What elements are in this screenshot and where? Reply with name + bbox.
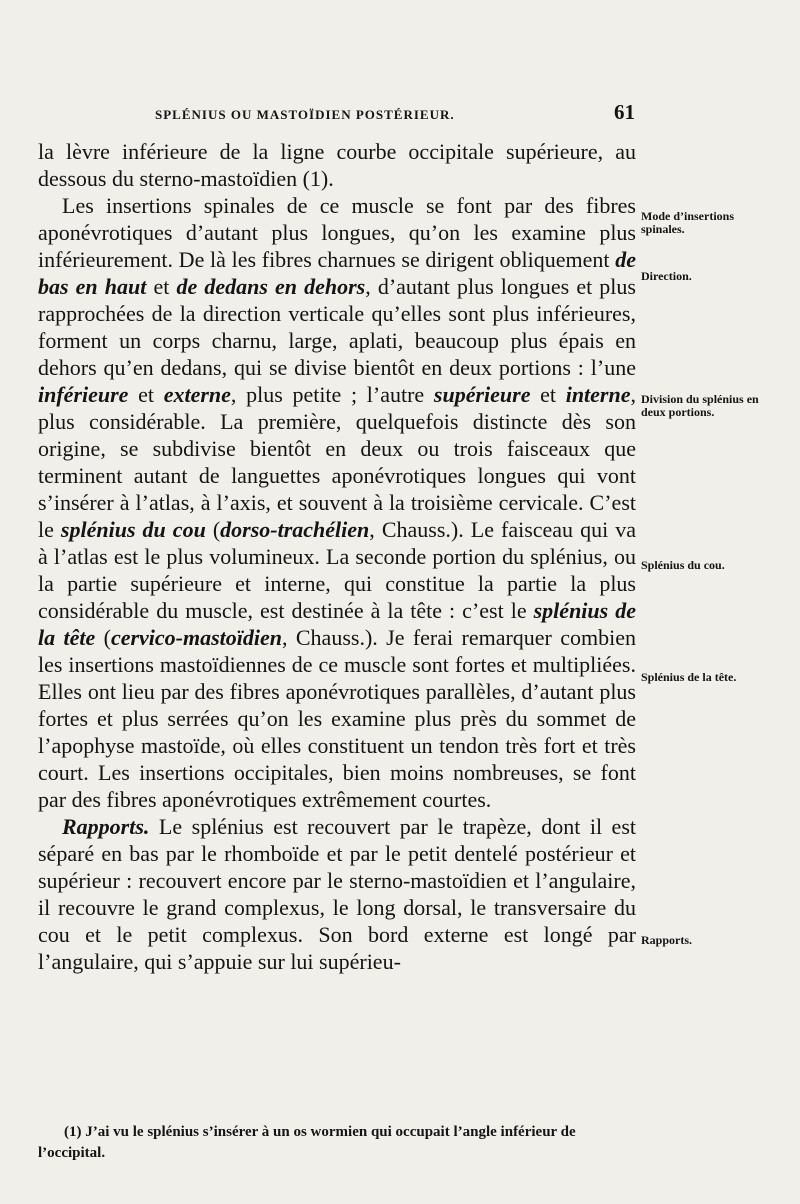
- margin-note-division: Division du splénius en deux portions.: [641, 392, 759, 419]
- margin-note-rapports: Rapports.: [641, 933, 693, 947]
- paragraph-rapports: [38, 813, 636, 975]
- text-run: et: [128, 382, 164, 407]
- text-run: (: [205, 517, 221, 542]
- margin-note-splenius-tete: Splénius de la tête.: [641, 670, 737, 684]
- emphasis-term: de bas en haut: [38, 247, 636, 299]
- emphasis-term: splénius du cou: [60, 517, 206, 542]
- page-header: [155, 100, 635, 125]
- footnote-text: (1) J’ai vu le splénius s’insérer à un os wormien qui occupait l’angle inférieur de l’occipital.: [38, 1124, 576, 1161]
- text-run: , plus petite ; l’autre: [230, 382, 434, 407]
- emphasis-term: externe: [163, 382, 231, 407]
- page-number: 61: [614, 100, 635, 124]
- margin-note-splenius-cou: Splénius du cou.: [641, 558, 725, 572]
- emphasis-term: splénius de la tête: [38, 598, 636, 650]
- text-run: , d’autant plus longues et plus rapprochées de la direction verticale qu’elles sont plus inférieures, forment un corps charnu, large, aplati, beaucoup plus épais en dehors qu’en dedans, qui se divise bientôt en deux portions : l’une: [38, 274, 636, 380]
- emphasis-term: de dedans en dehors: [176, 274, 366, 299]
- text-run: , Chauss.). Le faisceau qui va à l’atlas est le plus volumineux. La seconde portion du splénius, ou la partie supérieure et interne, qui constitue la partie la plus considérable du muscle, est destinée à la tête : c’est le: [38, 517, 636, 623]
- margin-note-mode: Mode d’insertions spinales.: [641, 209, 734, 236]
- paragraph-continuation: la lèvre inférieure de la ligne courbe occipitale supérieure, au dessous du sterno-mastoïdien (1).: [38, 139, 636, 191]
- running-title: SPLÉNIUS OU MASTOÏDIEN POSTÉRIEUR.: [155, 107, 455, 122]
- text-run: , plus considérable. La première, quelquefois distincte dès son origine, se subdivise bientôt en deux ou trois faisceaux que terminent autant de languettes aponévrotiques longues qui vont s’insérer à l’atlas, à l’axis, et souvent à la troisième cervicale. C’est le: [38, 382, 636, 542]
- emphasis-term: interne: [565, 382, 631, 407]
- text-run: Les insertions spinales de ce muscle se font par des fibres aponévrotiques d’autant plus longues, qu’on les examine plus inférieurement. De là les fibres charnues se dirigent obliquement: [38, 193, 636, 272]
- emphasis-term: supérieure: [433, 382, 531, 407]
- section-heading-rapports: Rapports.: [62, 814, 150, 839]
- text-run: et: [146, 274, 177, 299]
- emphasis-term: cervico-mastoïdien: [110, 625, 283, 650]
- emphasis-term: inférieure: [38, 382, 129, 407]
- footnote: [38, 1122, 636, 1164]
- text-run: (: [95, 625, 111, 650]
- text-run: et: [530, 382, 566, 407]
- text-run: , Chauss.). Je ferai remarquer combien les insertions mastoïdiennes de ce muscle sont fortes et multipliées. Elles ont lieu par des fibres aponévrotiques parallèles, d’autant plus fortes et plus serrées qu’on les examine plus près du sommet de l’apophyse mastoïde, où elles constituent un tendon très fort et très court. Les insertions occipitales, bien moins nombreuses, se font par des fibres aponévrotiques extrêmement courtes.: [38, 625, 636, 812]
- emphasis-term: dorso-trachélien: [220, 517, 370, 542]
- paragraph-insertions: [38, 192, 636, 813]
- text-run: Le splénius est recouvert par le trapèze, dont il est séparé en bas par le rhomboïde et par le petit dentelé postérieur et supérieur : recouvert encore par le sterno-mastoïdien et l’angulaire, il recouvre le grand complexus, le long dorsal, le transversaire du cou et le petit complexus. Son bord externe est longé par l’angulaire, qui s’appuie sur lui supérieu-: [38, 814, 636, 974]
- body-text: [38, 138, 636, 975]
- margin-note-direction: Direction.: [641, 269, 692, 283]
